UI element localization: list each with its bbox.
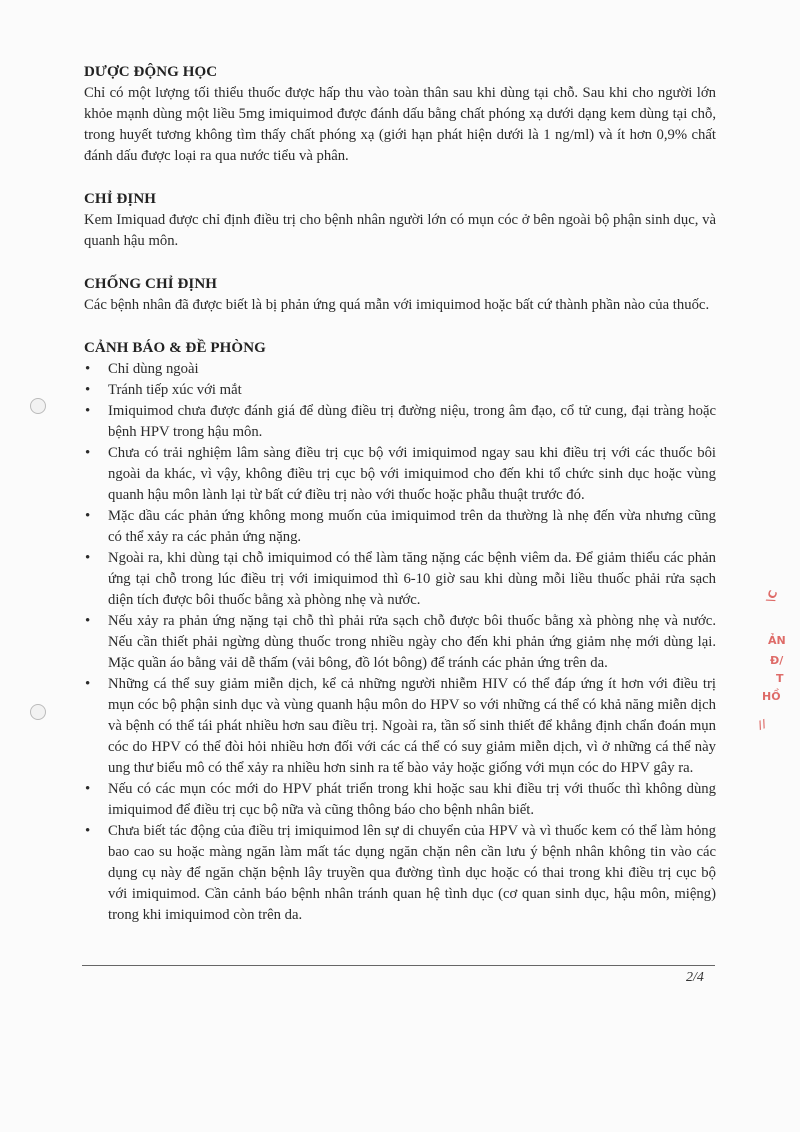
stamp-line: ẢN	[768, 634, 786, 647]
page-number: 2/4	[686, 970, 704, 985]
stamp-line: Đ/	[770, 654, 784, 667]
section-paragraph: Chỉ có một lượng tối thiểu thuốc được hấp thu vào toàn thân sau khi dùng tại chỗ. Sau khi cho người lớn khỏe mạnh dùng một liều 5mg imiquimod được đánh dấu bằng chất phóng xạ dưới dạng kem dùng tại chỗ, trong huyết tương không tìm thấy chất phóng xạ (giới hạn phát hiện dưới là 1 ng/ml) và ít hơn 0,9% chất đánh dấu được loại ra qua nước tiểu và phân.	[84, 85, 716, 164]
section-warnings	[84, 338, 716, 926]
warning-item: • Nếu có các mụn cóc mới do HPV phát triển trong khi hoặc sau khi điều trị với thuốc thì không dùng imiquimod để điều trị cục bộ nữa và cũng thông báo cho bệnh nhân biết.	[84, 779, 716, 821]
punch-hole-bottom	[30, 704, 46, 720]
warning-item: • Những cá thể suy giảm miễn dịch, kể cả những người nhiễm HIV có thể đáp ứng ít hơn với điều trị mụn cóc bộ phận sinh dục và vùng quanh hậu môn do HPV so với những cá thể có khả năng miễn dịch và bệnh có thể tái phát nhiều hơn sau điều trị. Ngoài ra, tần số sinh thiết để khẳng định chẩn đoán mụn cóc do HPV có thể đòi hỏi nhiều hơn đối với các cá thể có suy giảm miễn dịch, vì ở những cá thể này ung thư biểu mô có thể xảy ra nhiều hơn sinh ra tế bào vảy hoặc giống với mụn cóc do HPV gây ra.	[84, 674, 716, 779]
stamp-fragment	[752, 590, 792, 740]
warning-item: • Chưa biết tác động của điều trị imiquimod lên sự di chuyển của HPV và vì thuốc kem có thể làm hỏng bao cao su hoặc màng ngăn làm mất tác dụng ngăn chặn nên cần lưu ý bệnh nhân không tin vào các dụng cụ này để ngăn chặn bệnh lây truyền qua đường tình dục hoặc có thai trong khi điều trị cục bộ với imiquimod. Cần cảnh báo bệnh nhân tránh quan hệ tình dục (cơ quan sinh dục, hậu môn, miệng) trong khi imiquimod còn trên da.	[84, 821, 716, 926]
warning-item: • Chưa có trải nghiệm lâm sàng điều trị cục bộ với imiquimod ngay sau khi điều trị với các thuốc bôi ngoài da khác, vì vậy, không điều trị cục bộ với imiquimod cho đến khi tổ chức sinh dục hoặc vùng quanh hậu môn lành lại từ bất cứ điều trị nào với thuốc hoặc phẫu thuật trước đó.	[84, 443, 716, 506]
section-title: CHỈ ĐỊNH	[84, 191, 157, 207]
section-paragraph: Kem Imiquad được chỉ định điều trị cho bệnh nhân người lớn có mụn cóc ở bên ngoài bộ phận sinh dục, và quanh hậu môn.	[84, 212, 716, 249]
section-title: DƯỢC ĐỘNG HỌC	[84, 64, 218, 80]
stamp-line: //	[756, 717, 769, 732]
warning-item: • Nếu xảy ra phản ứng nặng tại chỗ thì phải rửa sạch chỗ được bôi thuốc bằng xà phòng nhẹ và nước. Nếu cần thiết phải ngừng dùng thuốc trong nhiều ngày cho đến khi phản ứng giảm nhẹ mới dùng lại. Mặc quần áo bằng vải dễ thấm (vải bông, đồ lót bông) để tránh các phản ứng trên da.	[84, 611, 716, 674]
section-indications	[84, 189, 716, 252]
section-title: CHỐNG CHỈ ĐỊNH	[84, 276, 218, 292]
document-body	[84, 62, 716, 926]
section-pharmacokinetics	[84, 62, 716, 167]
section-contraindications	[84, 274, 716, 316]
warning-item: • Imiquimod chưa được đánh giá để dùng điều trị đường niệu, trong âm đạo, cổ tử cung, đại tràng hoặc bệnh HPV trong hậu môn.	[84, 401, 716, 443]
warnings-list	[84, 359, 716, 926]
stamp-line: HỒ	[762, 690, 781, 703]
footer-divider	[82, 965, 715, 966]
warning-item: • Mặc dầu các phản ứng không mong muốn của imiquimod trên da thường là nhẹ đến vừa nhưng cũng có thể xảy ra các phản ứng nặng.	[84, 506, 716, 548]
punch-hole-top	[30, 398, 46, 414]
section-paragraph: Các bệnh nhân đã được biết là bị phản ứng quá mẫn với imiquimod hoặc bất cứ thành phần nào của thuốc.	[84, 297, 710, 313]
section-title: CẢNH BÁO & ĐỀ PHÒNG	[84, 340, 266, 356]
stamp-line: T	[776, 672, 784, 685]
warning-item: • Ngoài ra, khi dùng tại chỗ imiquimod có thể làm tăng nặng các bệnh viêm da. Để giảm thiểu các phản ứng tại chỗ trong lúc điều trị với imiquimod thì 6-10 giờ sau khi dùng mỗi liều thuốc phải rửa sạch diện tích được bôi thuốc bằng xà phòng nhẹ và nước.	[84, 548, 716, 611]
stamp-line: \C	[763, 588, 781, 605]
warning-item: • Chỉ dùng ngoài	[84, 359, 716, 380]
warning-item: • Tránh tiếp xúc với mắt	[84, 380, 716, 401]
